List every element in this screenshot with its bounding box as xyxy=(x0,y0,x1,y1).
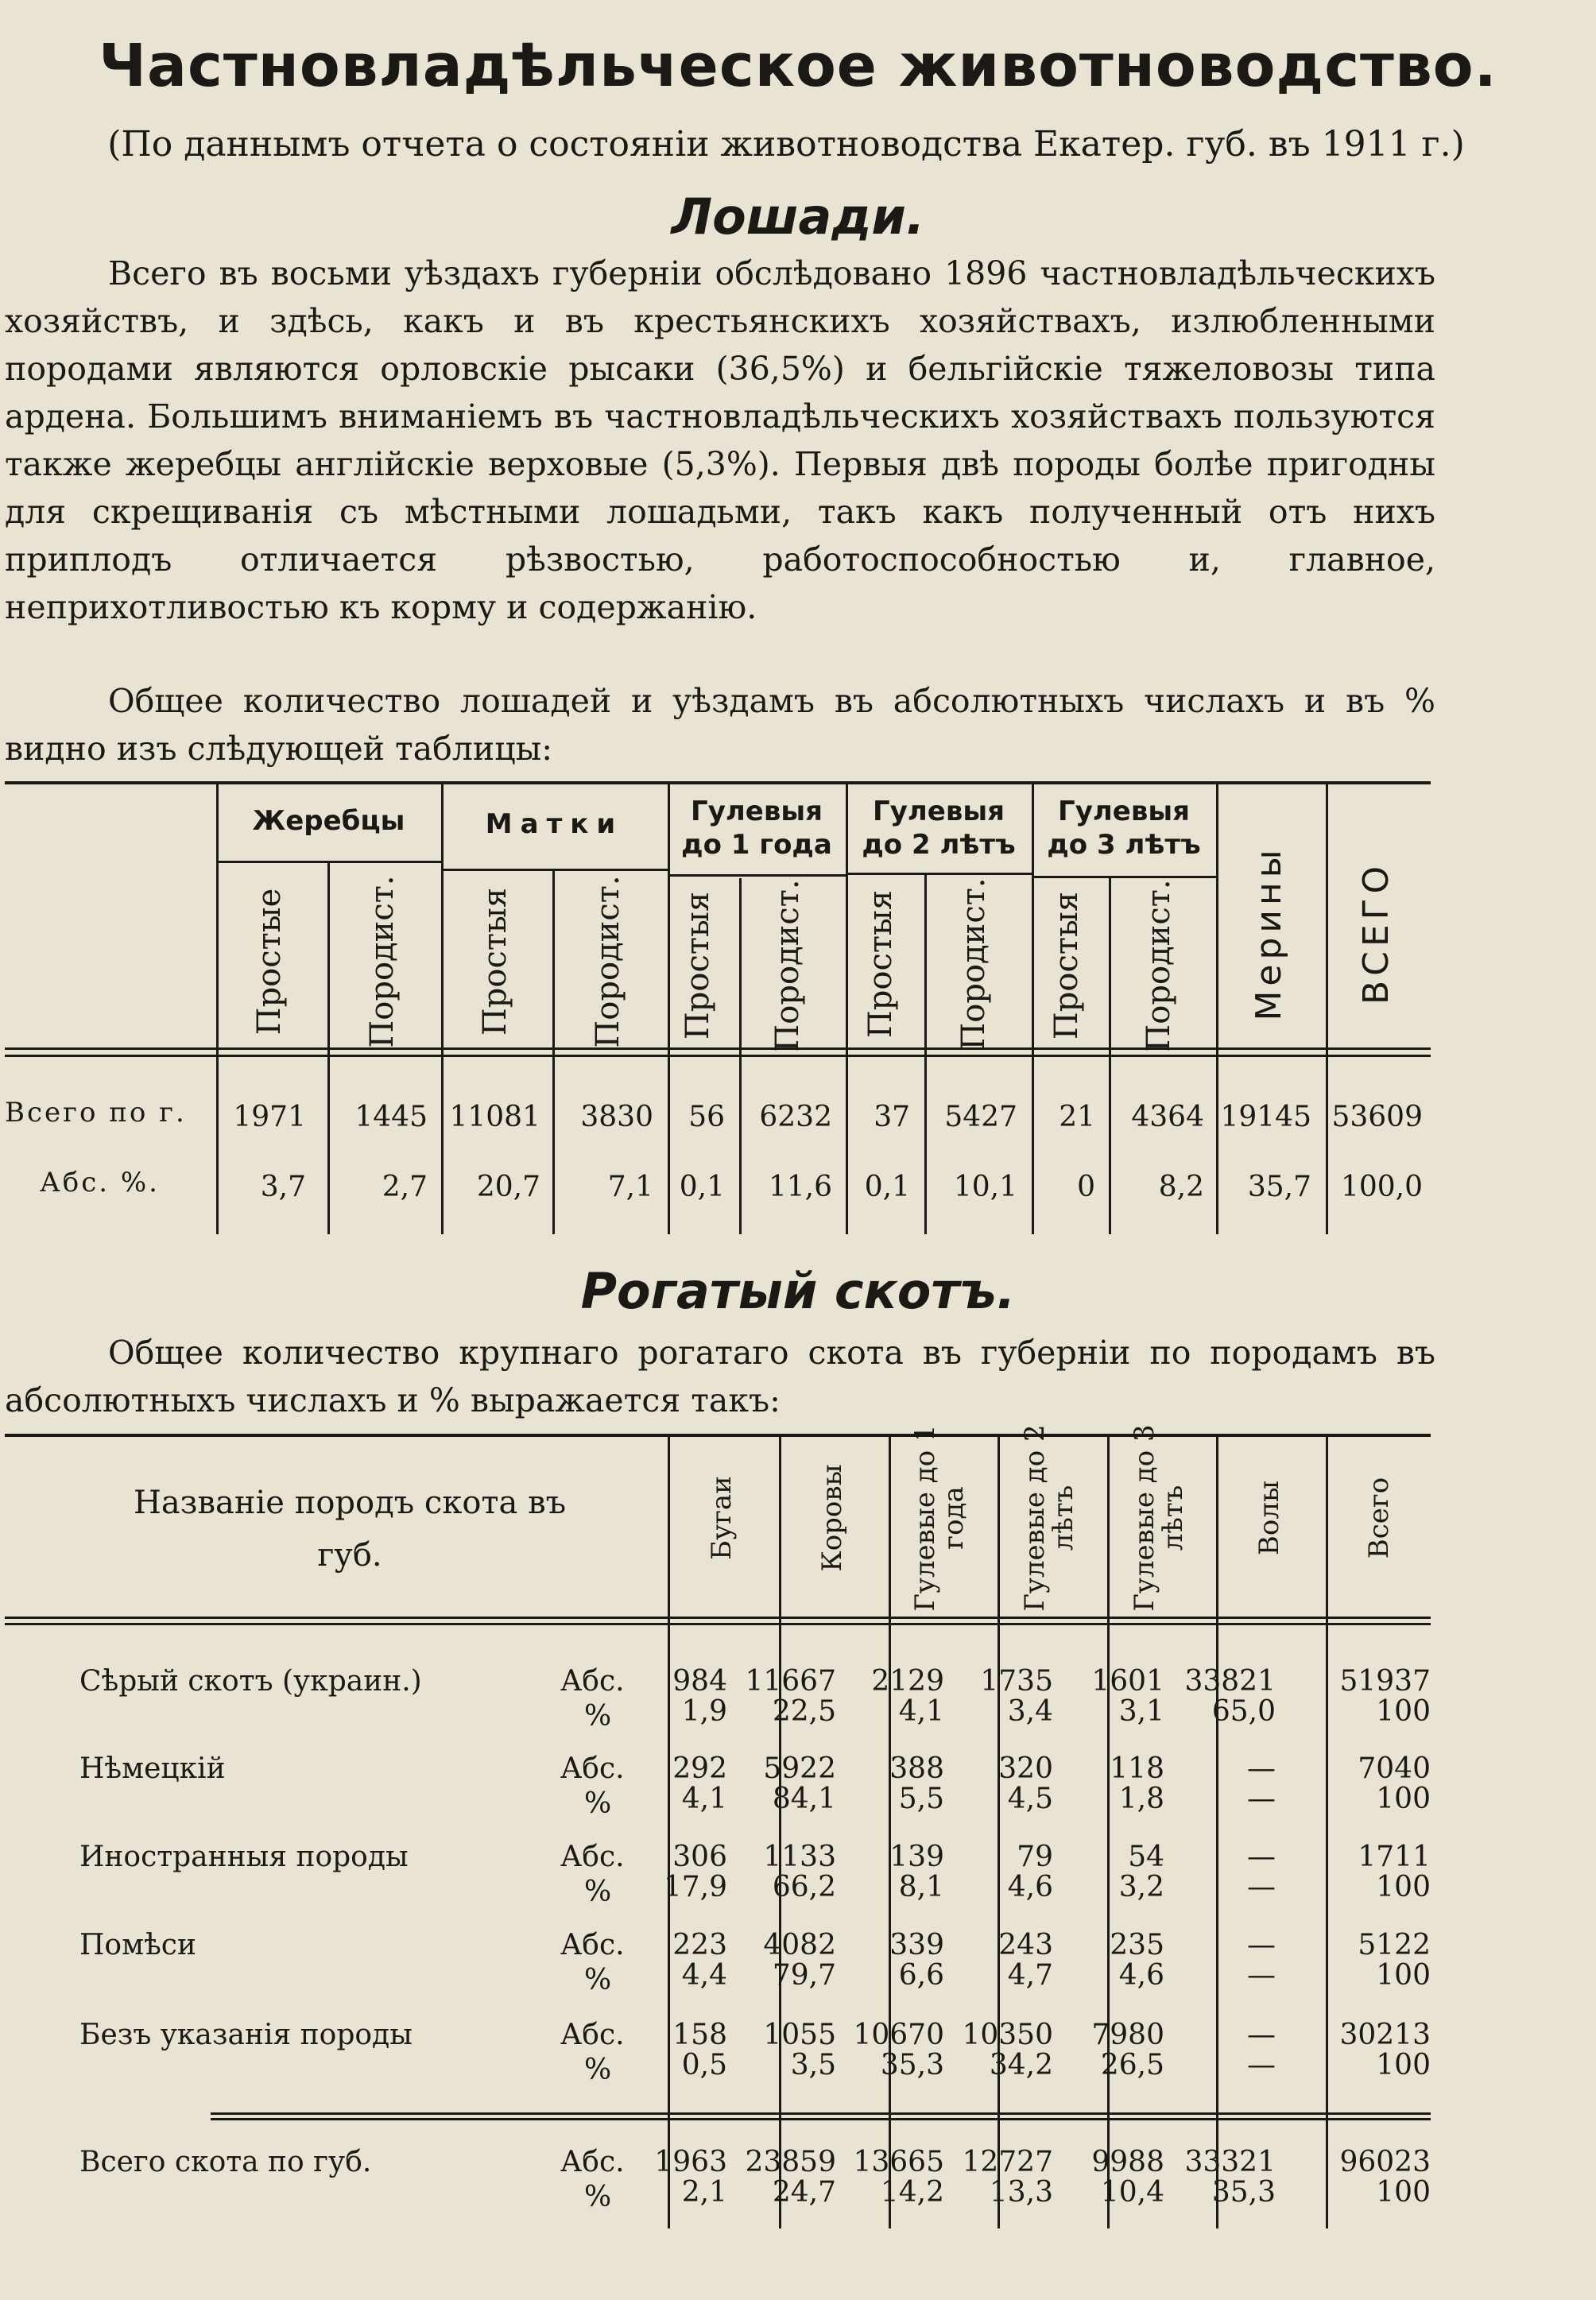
cattle-abs-cell: — xyxy=(1247,1841,1276,1873)
cattle-abs-cell: 139 xyxy=(889,1841,944,1873)
cattle-abs-label: Абс. xyxy=(560,1665,625,1698)
cattle-abs-cell: 30213 xyxy=(1339,2019,1431,2051)
horses-cell: 1971 xyxy=(233,1101,306,1133)
cattle-pct-cell: 100 xyxy=(1376,1959,1431,1992)
cattle-pct-cell: — xyxy=(1247,2049,1276,2081)
cattle-col-3: Гулевые до 1 года xyxy=(909,1424,970,1612)
horses-subcol-8: Породист. xyxy=(955,877,992,1051)
cattle-abs-cell: — xyxy=(1247,1929,1276,1961)
cattle-abs-cell: 23859 xyxy=(745,2146,836,2178)
cattle-pct-cell: 4,1 xyxy=(681,1783,727,1815)
horses-cell: 0 xyxy=(1077,1171,1095,1203)
cattle-pct-cell: 6,6 xyxy=(898,1959,944,1992)
cattle-pct-cell: 4,6 xyxy=(1007,1871,1053,1903)
cattle-abs-label: Абс. xyxy=(560,1752,625,1785)
cattle-abs-label: Абс. xyxy=(560,2146,625,2178)
cattle-abs-cell: 1711 xyxy=(1358,1841,1431,1873)
cattle-pct-cell: 3,1 xyxy=(1118,1695,1164,1728)
cattle-pct-cell: 65,0 xyxy=(1211,1695,1276,1728)
cattle-abs-cell: 4082 xyxy=(763,1929,836,1961)
cattle-abs-cell: 1133 xyxy=(763,1841,836,1873)
horses-cell: 20,7 xyxy=(476,1171,540,1203)
cattle-abs-cell: — xyxy=(1247,1752,1276,1785)
cattle-pct-cell: 4,6 xyxy=(1118,1959,1164,1992)
cattle-pct-cell: 84,1 xyxy=(772,1783,836,1815)
cattle-paragraph-block xyxy=(5,1329,1435,1424)
cattle-abs-cell: 292 xyxy=(672,1752,727,1785)
horses-group-stallions: Жеребцы xyxy=(252,805,405,837)
cattle-abs-cell: 10350 xyxy=(962,2019,1053,2051)
horses-subcol-7: Простыя xyxy=(862,889,899,1039)
cattle-abs-cell: 235 xyxy=(1110,1929,1164,1961)
cattle-col-4: Гулевые до 2 лѣтъ xyxy=(1019,1424,1079,1612)
cattle-pct-cell: 100 xyxy=(1376,1871,1431,1903)
horses-paragraph-1: Всего въ восьми уѣздахъ губерніи обслѣдовано 1896 частновладѣльческихъ хозяйствъ, и здѣсь, какъ и въ крестьянскихъ хозяйствахъ, излюбленными породами являются орловскіе рысаки (36,5%) и бельгійскіе тяжеловозы типа ардена. Большимъ вниманіемъ въ частновладѣльческихъ хозяйствахъ пользуются также жеребцы англійскіе верховые (5,3%). Первыя двѣ породы болѣе пригодны для скрещиванія съ мѣстными лошадьми, такъ какъ полученный отъ нихъ приплодъ отличается рѣзвостью, работоспособностью и, главное, неприхотливостью къ корму и содержанію. xyxy=(5,254,1435,626)
cattle-pct-cell: 13,3 xyxy=(989,2176,1053,2209)
cattle-abs-cell: 79 xyxy=(1017,1841,1053,1873)
cattle-abs-label: Абс. xyxy=(560,1929,625,1961)
horses-table-intro xyxy=(5,677,1435,772)
horses-group-young-3: Гулевыя до 3 лѣтъ xyxy=(1047,796,1201,861)
horses-subcol-1: Простые xyxy=(251,888,288,1036)
cattle-abs-cell: 388 xyxy=(889,1752,944,1785)
cattle-pct-cell: — xyxy=(1247,1959,1276,1992)
cattle-abs-cell: 13665 xyxy=(853,2146,944,2178)
cattle-abs-cell: 12727 xyxy=(962,2146,1053,2178)
cattle-col-6: Волы xyxy=(1253,1480,1285,1556)
horses-subcol-3: Простыя xyxy=(477,887,513,1036)
cattle-pct-cell: 10,4 xyxy=(1100,2176,1164,2209)
cattle-heading: Рогатый скотъ. xyxy=(580,1262,1016,1320)
cattle-abs-cell: 118 xyxy=(1110,1752,1164,1785)
horses-cell: 3,7 xyxy=(260,1171,306,1203)
cattle-pct-cell: 22,5 xyxy=(772,1695,836,1728)
cattle-pct-cell: 3,4 xyxy=(1007,1695,1053,1728)
cattle-col-7: Всего xyxy=(1363,1477,1395,1559)
horses-subcol-5: Простыя xyxy=(680,891,716,1040)
cattle-name-header: Названіе породъ скота въ губ. xyxy=(133,1485,567,1574)
cattle-abs-label: Абс. xyxy=(560,1841,625,1873)
cattle-pct-cell: 4,7 xyxy=(1007,1959,1053,1992)
cattle-abs-cell: 96023 xyxy=(1339,2146,1431,2178)
horses-group-mares: Матки xyxy=(485,808,624,840)
cattle-pct-cell: 100 xyxy=(1376,2049,1431,2081)
cattle-abs-cell: 5122 xyxy=(1358,1929,1431,1961)
horses-cell: 0,1 xyxy=(679,1171,725,1203)
horses-cell: 0,1 xyxy=(864,1171,910,1203)
cattle-pct-label: % xyxy=(584,1876,612,1908)
cattle-abs-cell: 10670 xyxy=(853,2019,944,2051)
cattle-abs-cell: 306 xyxy=(672,1841,727,1873)
horses-cell: 100,0 xyxy=(1340,1171,1423,1203)
cattle-abs-cell: 1735 xyxy=(980,1665,1053,1698)
horses-paragraph xyxy=(5,250,1435,631)
cattle-abs-cell: 2129 xyxy=(871,1665,944,1698)
horses-group-young-1: Гулевыя до 1 года xyxy=(681,796,832,861)
horses-heading: Лошади. xyxy=(671,188,925,246)
cattle-abs-cell: — xyxy=(1247,2019,1276,2051)
cattle-pct-cell: 0,5 xyxy=(681,2049,727,2081)
horses-col-total: ВСЕГО xyxy=(1356,861,1396,1005)
horses-subcol-9: Простыя xyxy=(1048,891,1085,1040)
cattle-abs-cell: 339 xyxy=(889,1929,944,1961)
horses-cell: 21 xyxy=(1059,1101,1095,1133)
horses-cell: 6232 xyxy=(759,1101,832,1133)
cattle-row-label: Безъ указанія породы xyxy=(79,2019,413,2051)
horses-cell: 11081 xyxy=(449,1101,540,1133)
horses-cell: 7,1 xyxy=(607,1171,653,1203)
cattle-abs-cell: 320 xyxy=(998,1752,1053,1785)
cattle-abs-cell: 51937 xyxy=(1339,1665,1431,1698)
cattle-pct-cell: — xyxy=(1247,1783,1276,1815)
cattle-paragraph: Общее количество крупнаго рогатаго скота въ губерніи по породамъ въ абсолютныхъ числахъ и % выражается такъ: xyxy=(5,1334,1435,1419)
cattle-pct-cell: 35,3 xyxy=(880,2049,944,2081)
cattle-abs-cell: 7040 xyxy=(1358,1752,1431,1785)
cattle-abs-cell: 1963 xyxy=(654,2146,727,2178)
horses-row-pct-label: Абс. %. xyxy=(40,1167,160,1198)
cattle-abs-cell: 33321 xyxy=(1184,2146,1276,2178)
cattle-abs-cell: 9988 xyxy=(1091,2146,1164,2178)
horses-cell: 4364 xyxy=(1131,1101,1204,1133)
cattle-pct-cell: 3,2 xyxy=(1118,1871,1164,1903)
cattle-pct-cell: 5,5 xyxy=(898,1783,944,1815)
horses-cell: 56 xyxy=(688,1101,725,1133)
cattle-pct-cell: — xyxy=(1247,1871,1276,1903)
cattle-pct-cell: 2,1 xyxy=(681,2176,727,2209)
page-subtitle: (По даннымъ отчета о состояніи животноводства Екатер. губ. въ 1911 г.) xyxy=(107,124,1465,165)
cattle-abs-cell: 5922 xyxy=(763,1752,836,1785)
cattle-pct-cell: 8,1 xyxy=(898,1871,944,1903)
horses-cell: 2,7 xyxy=(382,1171,428,1203)
cattle-abs-cell: 984 xyxy=(672,1665,727,1698)
cattle-col-1: Бугаи xyxy=(706,1476,738,1560)
horses-cell: 37 xyxy=(874,1101,910,1133)
horses-cell: 19145 xyxy=(1220,1101,1311,1133)
cattle-pct-cell: 35,3 xyxy=(1211,2176,1276,2209)
cattle-pct-cell: 14,2 xyxy=(880,2176,944,2209)
cattle-abs-label: Абс. xyxy=(560,2019,625,2051)
cattle-pct-cell: 1,9 xyxy=(681,1695,727,1728)
cattle-pct-cell: 4,5 xyxy=(1007,1783,1053,1815)
cattle-abs-cell: 1055 xyxy=(763,2019,836,2051)
horses-cell: 3830 xyxy=(580,1101,653,1133)
cattle-pct-cell: 3,5 xyxy=(790,2049,836,2081)
cattle-pct-cell: 79,7 xyxy=(772,1959,836,1992)
cattle-pct-cell: 24,7 xyxy=(772,2176,836,2209)
cattle-pct-cell: 66,2 xyxy=(772,1871,836,1903)
cattle-pct-label: % xyxy=(584,1787,612,1820)
cattle-pct-cell: 34,2 xyxy=(989,2049,1053,2081)
cattle-abs-cell: 54 xyxy=(1128,1841,1164,1873)
horses-cell: 1445 xyxy=(354,1101,428,1133)
cattle-row-label: Сѣрый скотъ (украин.) xyxy=(79,1665,422,1698)
horses-cell: 53609 xyxy=(1331,1101,1423,1133)
cattle-pct-cell: 100 xyxy=(1376,1783,1431,1815)
cattle-row-label: Нѣмецкій xyxy=(79,1752,226,1785)
cattle-pct-cell: 26,5 xyxy=(1100,2049,1164,2081)
horses-subcol-10: Породист. xyxy=(1141,879,1177,1052)
cattle-abs-cell: 1601 xyxy=(1091,1665,1164,1698)
cattle-abs-cell: 243 xyxy=(998,1929,1053,1961)
cattle-pct-cell: 4,4 xyxy=(681,1959,727,1992)
horses-subcol-2: Породист. xyxy=(364,875,401,1048)
horses-group-young-2: Гулевыя до 2 лѣтъ xyxy=(862,796,1016,861)
cattle-row-label: Иностранныя породы xyxy=(79,1841,409,1873)
horses-paragraph-2: Общее количество лошадей и уѣздамъ въ абсолютныхъ числахъ и въ % видно изъ слѣдующей таблицы: xyxy=(5,682,1435,768)
cattle-col-2: Коровы xyxy=(816,1464,848,1572)
horses-cell: 10,1 xyxy=(953,1171,1017,1203)
cattle-abs-cell: 7980 xyxy=(1091,2019,1164,2051)
cattle-pct-label: % xyxy=(584,2181,612,2213)
horses-subcol-4: Породист. xyxy=(590,875,626,1048)
cattle-abs-cell: 11667 xyxy=(745,1665,836,1698)
horses-row-total-label: Всего по г. xyxy=(5,1097,187,1129)
cattle-pct-cell: 100 xyxy=(1376,2176,1431,2209)
cattle-pct-label: % xyxy=(584,1700,612,1733)
horses-col-geldings: Мерины xyxy=(1249,845,1289,1021)
cattle-row-label: Помѣси xyxy=(79,1929,196,1961)
horses-subcol-6: Породист. xyxy=(769,879,806,1052)
page-title: Частновладѣльческое животноводство. xyxy=(99,32,1497,100)
cattle-row-label: Всего скота по губ. xyxy=(79,2146,372,2178)
cattle-pct-cell: 100 xyxy=(1376,1695,1431,1728)
cattle-abs-cell: 33821 xyxy=(1184,1665,1276,1698)
cattle-pct-cell: 17,9 xyxy=(663,1871,727,1903)
cattle-pct-label: % xyxy=(584,1964,612,1996)
horses-cell: 8,2 xyxy=(1158,1171,1204,1203)
cattle-pct-cell: 1,8 xyxy=(1118,1783,1164,1815)
horses-cell: 11,6 xyxy=(768,1171,832,1203)
cattle-pct-cell: 4,1 xyxy=(898,1695,944,1728)
cattle-abs-cell: 158 xyxy=(672,2019,727,2051)
cattle-abs-cell: 223 xyxy=(672,1929,727,1961)
cattle-col-5: Гулевые до 3 лѣтъ xyxy=(1129,1424,1189,1612)
cattle-pct-label: % xyxy=(584,2054,612,2086)
horses-cell: 35,7 xyxy=(1247,1171,1311,1203)
horses-cell: 5427 xyxy=(944,1101,1017,1133)
